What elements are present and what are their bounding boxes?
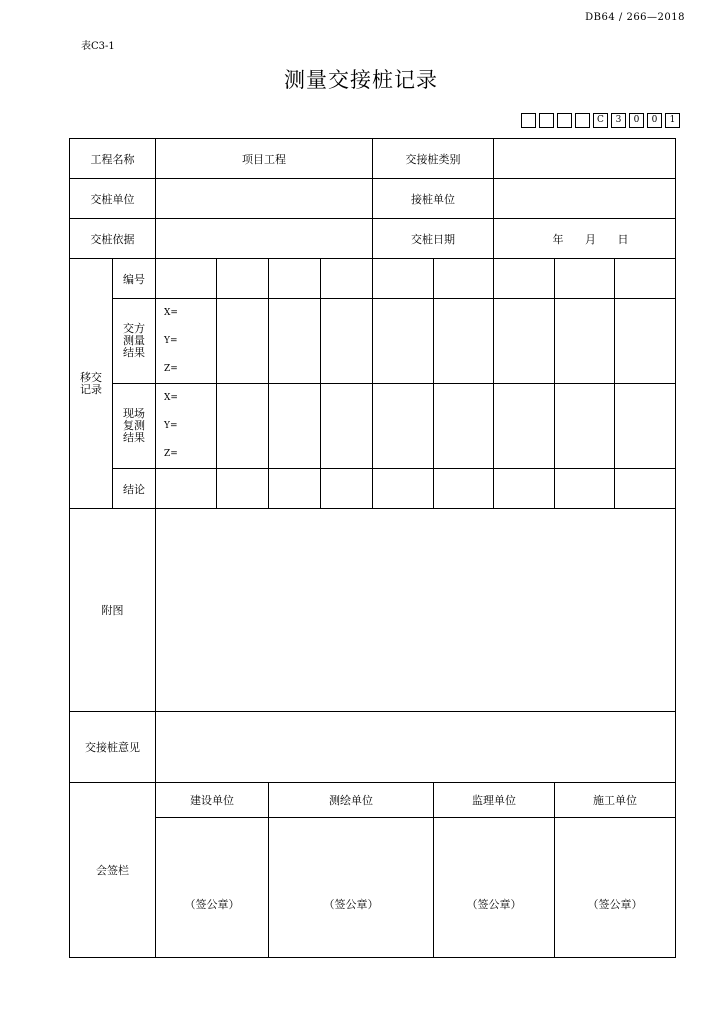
result-cell[interactable] <box>321 299 373 384</box>
date-day: 日 <box>617 232 629 246</box>
signature-unit-supervision: 监理单位 <box>434 783 555 818</box>
conclusion-label: 结论 <box>113 469 156 509</box>
handover-date-label: 交桩日期 <box>373 219 494 259</box>
x-prefix: X= <box>164 308 178 318</box>
x-prefix: X= <box>164 393 178 403</box>
number-cell[interactable] <box>156 259 217 299</box>
date-year: 年 <box>552 232 564 246</box>
code-cell: 1 <box>665 113 680 128</box>
transfer-record-label: 移交记录 <box>70 259 113 509</box>
handover-basis-field[interactable] <box>156 219 373 259</box>
number-cell[interactable] <box>373 259 434 299</box>
code-cell: 0 <box>629 113 644 128</box>
result-cell[interactable] <box>434 299 494 384</box>
attachment-label: 附图 <box>70 509 156 712</box>
z-prefix: Z= <box>164 364 178 374</box>
number-label: 编号 <box>113 259 156 299</box>
seal-note: （签公章） <box>466 898 522 911</box>
handover-basis-label: 交桩依据 <box>70 219 156 259</box>
xyz-prefixes <box>156 384 217 469</box>
code-cell[interactable] <box>521 113 536 128</box>
result-cell[interactable] <box>494 299 555 384</box>
opinion-label: 交接桩意见 <box>70 712 156 783</box>
code-cell[interactable] <box>575 113 590 128</box>
handover-result-label: 交方测量结果 <box>113 299 156 384</box>
check-cell[interactable] <box>373 384 434 469</box>
conclusion-cell[interactable] <box>156 469 217 509</box>
z-prefix: Z= <box>164 449 178 459</box>
number-cell[interactable] <box>434 259 494 299</box>
number-cell[interactable] <box>494 259 555 299</box>
handover-unit-label: 交桩单位 <box>70 179 156 219</box>
result-cell[interactable] <box>615 299 676 384</box>
seal-note: （签公章） <box>587 898 643 911</box>
conclusion-cell[interactable] <box>494 469 555 509</box>
project-name-field[interactable]: 项目工程 <box>156 139 373 179</box>
conclusion-cell[interactable] <box>555 469 615 509</box>
page-title: 测量交接桩记录 <box>284 68 438 92</box>
record-code-boxes <box>521 113 680 128</box>
number-cell[interactable] <box>217 259 269 299</box>
y-prefix: Y= <box>164 421 178 431</box>
check-cell[interactable] <box>321 384 373 469</box>
check-cell[interactable] <box>615 384 676 469</box>
number-cell[interactable] <box>615 259 676 299</box>
signature-section-label: 会签栏 <box>70 783 156 958</box>
seal-area-supervision[interactable] <box>434 818 555 958</box>
check-cell[interactable] <box>434 384 494 469</box>
form-number: 表C3-1 <box>81 41 115 52</box>
attachment-area[interactable] <box>156 509 676 712</box>
check-cell[interactable] <box>494 384 555 469</box>
check-cell[interactable] <box>269 384 321 469</box>
date-month: 月 <box>585 232 596 246</box>
receiving-unit-label: 接桩单位 <box>373 179 494 219</box>
number-cell[interactable] <box>269 259 321 299</box>
handover-unit-field[interactable] <box>156 179 373 219</box>
seal-area-contractor[interactable] <box>555 818 676 958</box>
opinion-area[interactable] <box>156 712 676 783</box>
signature-unit-construction: 建设单位 <box>156 783 269 818</box>
conclusion-cell[interactable] <box>615 469 676 509</box>
y-prefix: Y= <box>164 336 178 346</box>
code-cell: 3 <box>611 113 626 128</box>
number-cell[interactable] <box>555 259 615 299</box>
result-cell[interactable] <box>217 299 269 384</box>
signature-unit-survey: 测绘单位 <box>269 783 434 818</box>
standard-number: DB64 / 266—2018 <box>585 12 685 23</box>
conclusion-cell[interactable] <box>217 469 269 509</box>
code-cell[interactable] <box>557 113 572 128</box>
conclusion-cell[interactable] <box>321 469 373 509</box>
project-name-label: 工程名称 <box>70 139 156 179</box>
signature-unit-contractor: 施工单位 <box>555 783 676 818</box>
check-cell[interactable] <box>217 384 269 469</box>
result-cell[interactable] <box>555 299 615 384</box>
seal-note: （签公章） <box>323 898 379 911</box>
receiving-unit-field[interactable] <box>494 179 676 219</box>
seal-area-construction[interactable] <box>156 818 269 958</box>
site-check-label: 现场复测结果 <box>113 384 156 469</box>
seal-area-survey[interactable] <box>269 818 434 958</box>
pile-type-label: 交接桩类别 <box>373 139 494 179</box>
xyz-prefixes <box>156 299 217 384</box>
code-cell: 0 <box>647 113 662 128</box>
pile-type-field[interactable] <box>494 139 676 179</box>
seal-note: （签公章） <box>184 898 240 911</box>
conclusion-cell[interactable] <box>269 469 321 509</box>
conclusion-cell[interactable] <box>434 469 494 509</box>
number-cell[interactable] <box>321 259 373 299</box>
survey-handover-table <box>69 138 676 958</box>
conclusion-cell[interactable] <box>373 469 434 509</box>
code-cell[interactable] <box>539 113 554 128</box>
result-cell[interactable] <box>373 299 434 384</box>
check-cell[interactable] <box>555 384 615 469</box>
handover-date-field[interactable] <box>494 219 676 259</box>
result-cell[interactable] <box>269 299 321 384</box>
code-cell: C <box>593 113 608 128</box>
